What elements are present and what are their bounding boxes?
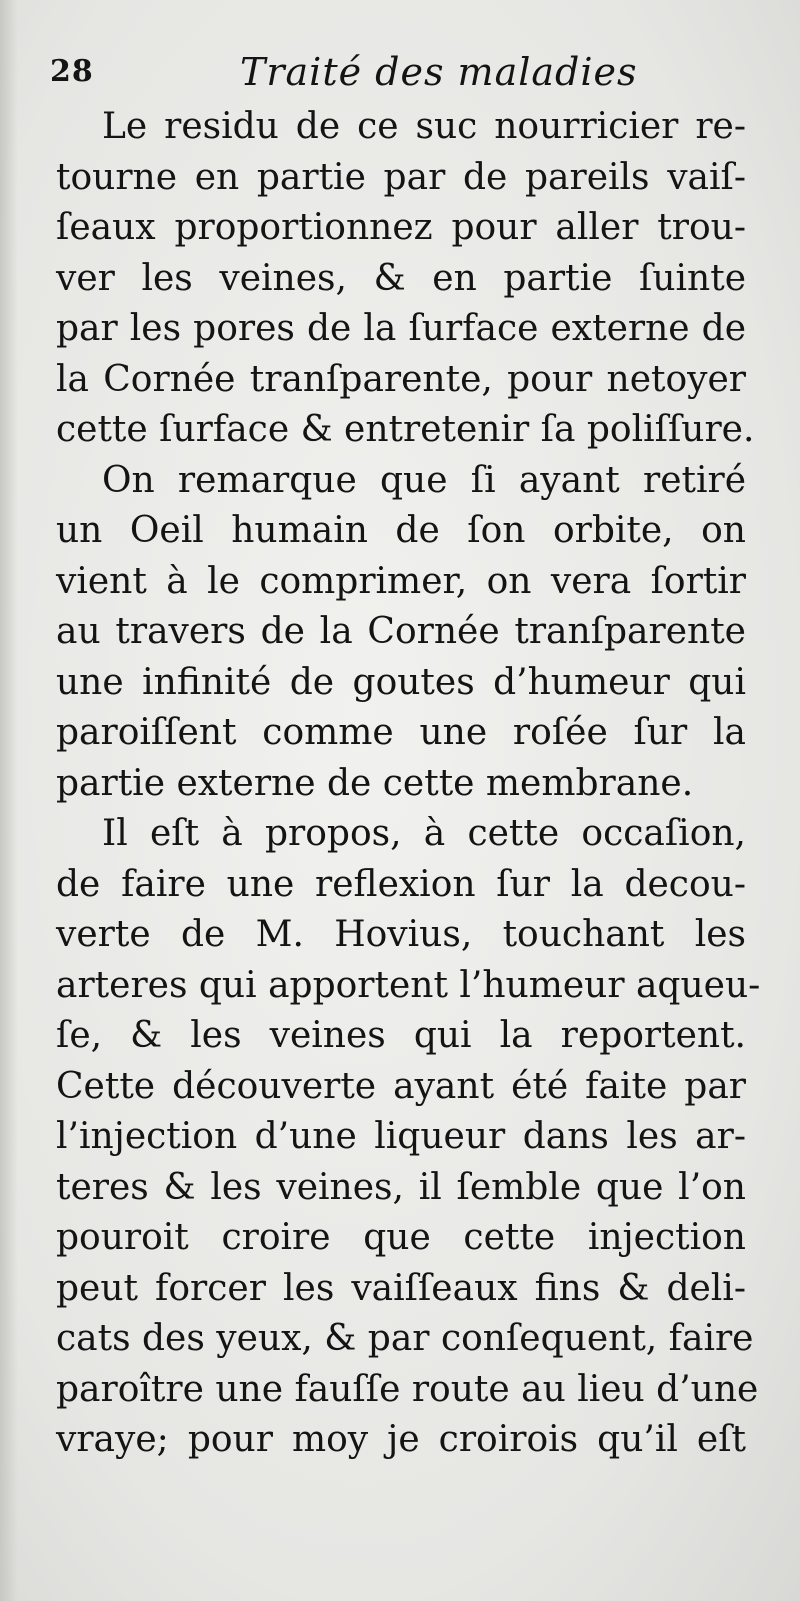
text-line: vient à le comprimer, on vera ſortir <box>56 560 746 602</box>
text-line: verte de M. Hovius, touchant les <box>56 914 746 955</box>
text-line: partie externe de cette membrane. <box>56 762 694 804</box>
text-line: cette ſurface & entretenir ſa poliſſure. <box>56 409 755 450</box>
text-line: vraye; pour moy je croirois qu’il eſt <box>56 1419 746 1460</box>
text-line: tourne en partie par de pareils vaiſ- <box>56 156 746 198</box>
page-header <box>50 50 750 100</box>
text-line: de faire une reflexion ſur la decou- <box>56 863 746 905</box>
text-line: cats des yeux, & par conſequent, faire <box>56 1318 754 1359</box>
text-line: Le residu de ce suc nourricier re- <box>102 106 746 147</box>
text-line: paroiſſent comme une roſée ſur la <box>56 712 746 753</box>
text-line: une infinité de goutes d’humeur qui <box>56 661 746 703</box>
text-line: par les pores de la ſurface externe de <box>56 308 746 349</box>
text-line: Il eſt à propos, à cette occaſion, <box>102 813 746 854</box>
text-line: ſe, & les veines qui la reportent. <box>56 1015 746 1056</box>
text-line: On remarque que ſi ayant retiré <box>102 459 746 501</box>
text-line: peut forcer les vaiſſeaux fins & deli- <box>56 1267 746 1309</box>
text-line: au travers de la Cornée tranſparente <box>56 611 746 652</box>
text-line: paroître une fauſſe route au lieu d’une <box>56 1368 759 1410</box>
text-line: pouroit croire que cette injection <box>56 1217 746 1258</box>
text-line: un Oeil humain de ſon orbite, on <box>56 510 746 551</box>
body-text <box>56 102 761 1466</box>
text-line: l’injection d’une liqueur dans les ar- <box>56 1116 746 1157</box>
text-line: teres & les veines, il ſemble que l’on <box>56 1166 746 1208</box>
text-line: ver les veines, & en partie ſuinte <box>56 257 746 299</box>
text-line: arteres qui apportent l’humeur aqueu- <box>56 964 761 1006</box>
text-line: ſeaux proportionnez pour aller trou- <box>56 207 746 248</box>
text-line: la Cornée tranſparente, pour netoyer <box>56 358 746 400</box>
page-number: 28 <box>50 54 94 89</box>
text-line: Cette découverte ayant été faite par <box>56 1065 746 1107</box>
running-title: Traité des maladies <box>240 50 638 94</box>
page-gutter-shadow <box>0 0 18 1601</box>
